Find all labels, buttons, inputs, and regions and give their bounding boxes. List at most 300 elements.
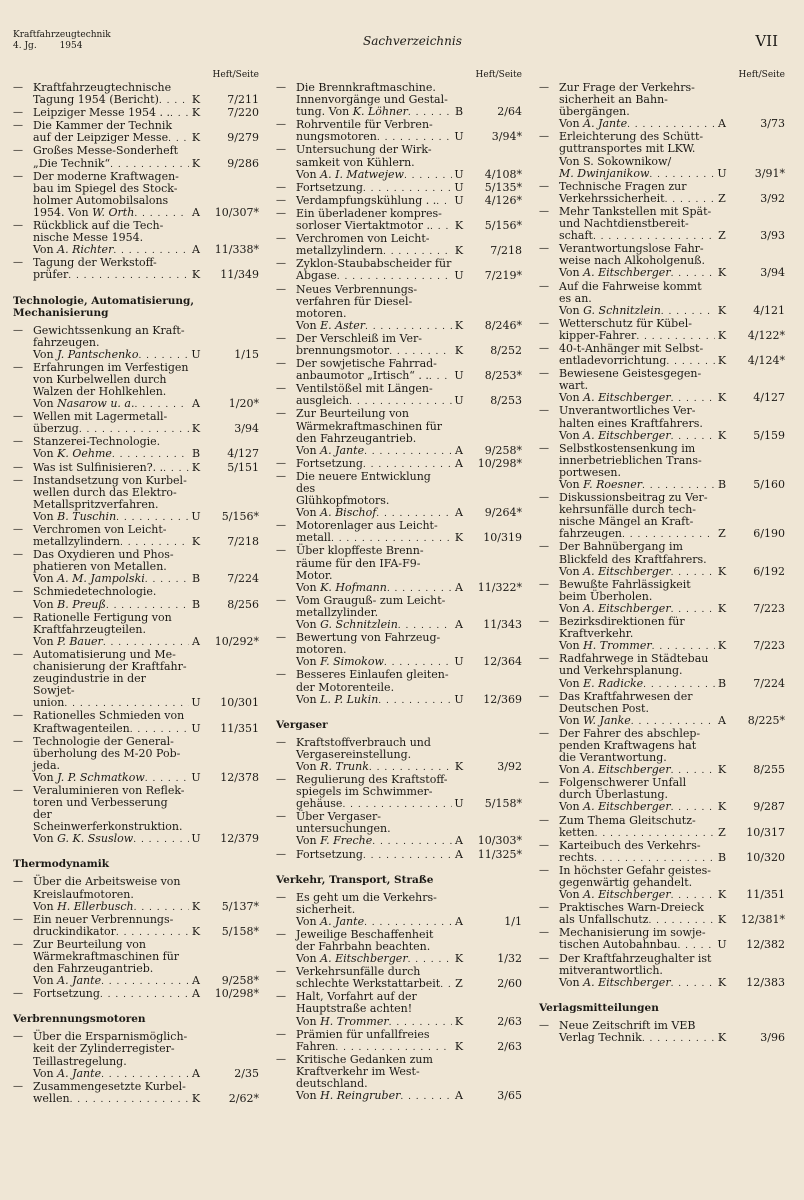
entry-issue-page: 11/343 (483, 618, 522, 632)
entry-title-text: Von (296, 618, 317, 632)
entry-title-end (559, 230, 593, 242)
index-entry (276, 208, 522, 233)
entry-last-line (33, 1093, 259, 1106)
entry-title-line: Kraftverkehr im West- (296, 1064, 420, 1078)
entry-title-line: guttransportes mit LKW. (559, 142, 696, 156)
entry-issue-page: 3/92 (497, 759, 522, 773)
entry-title-line: es an. (559, 291, 592, 305)
entry-type-code: A (192, 205, 200, 219)
entry-title-line: — Die neuere Entwicklung des (296, 469, 431, 495)
entry-issue-page: 11/349 (220, 268, 259, 282)
entry-last-line (559, 852, 785, 865)
entry-title-line: — Rationelle Fertigung von (33, 610, 172, 624)
entry-title-line: — Erfahrungen im Verfestigen (33, 360, 189, 374)
entry-title-text: Von (559, 800, 580, 814)
entry-title-line: Scheinwerferkonstruktion. (33, 820, 183, 834)
leader-dots (671, 978, 715, 990)
entry-issue-page: 7/218 (227, 535, 259, 549)
entry-type-code: K (717, 328, 727, 342)
entry-last-line (296, 761, 522, 774)
entry-title-line: chanisierung der Kraftfahr- (33, 660, 187, 674)
entry-type-code: U (454, 193, 464, 207)
entry-last-line (33, 1068, 259, 1081)
index-entry (13, 785, 259, 846)
entry-title-text: auf der Leipziger Messe (33, 131, 169, 145)
entry-title-end (296, 1090, 400, 1102)
index-entry (276, 408, 522, 457)
entry-title-line: sicherheit. (296, 902, 356, 916)
leader-dots (404, 170, 452, 182)
index-entry (13, 1031, 259, 1080)
entry-type-code: K (454, 531, 464, 545)
entry-title-line: weise nach Alkoholgenuß. (559, 254, 706, 268)
entry-issue-page: 9/258* (484, 443, 522, 457)
journal-volume: 4. Jg. (13, 41, 37, 51)
index-entry (276, 595, 522, 632)
entry-type-code: U (191, 509, 201, 523)
entry-issue-page: 7/223 (753, 601, 785, 615)
entry-title-line: nische Messe 1954. (33, 231, 144, 245)
entry-issue-page: 11/351 (220, 721, 259, 735)
index-entry (539, 902, 785, 927)
entry-last-line (33, 723, 259, 736)
entry-type-code: U (454, 167, 464, 181)
leader-dots (337, 271, 452, 283)
journal-info (13, 30, 111, 52)
leader-dots (595, 828, 715, 840)
entry-title-line: — Halt, Vorfahrt auf der (296, 990, 417, 1004)
entry-title-end (559, 977, 671, 989)
entry-type-code: U (454, 655, 464, 669)
index-entry (539, 82, 785, 131)
entry-type-code: K (191, 535, 201, 549)
entry-title-end (33, 697, 64, 709)
entry-title-line: — Motorenlager aus Leicht- (296, 519, 438, 533)
index-entry (539, 579, 785, 616)
entry-issue-page: 4/127 (227, 447, 259, 461)
entry-issue-page: 4/122* (747, 328, 785, 342)
entry-type-code: K (191, 268, 201, 282)
entry-issue-page: 4/126* (484, 193, 522, 207)
entry-title-end (296, 694, 378, 706)
entry-issue-page: 5/135* (484, 180, 522, 194)
entry-title-end (33, 901, 134, 913)
entry-title-line: zeugindustrie in der Sowjet- (33, 672, 146, 698)
entry-author: H. Trommer (320, 1014, 389, 1028)
entry-title-line: Kraftfahrzeugteilen. (33, 622, 146, 636)
entry-title-line: mitverantwortlich. (559, 963, 663, 977)
entry-title-text: Von (296, 1089, 317, 1103)
entry-type-code: A (192, 397, 200, 411)
entry-title-line: — Zusammengesetzte Kurbel- (33, 1079, 186, 1093)
entry-issue-page: 11/322* (477, 580, 522, 594)
entry-title-end (33, 1093, 70, 1105)
entry-author: M. Dwinjanikow (559, 166, 650, 180)
entry-type-code: U (454, 369, 464, 383)
entry-title-text: Von (33, 347, 54, 361)
entry-issue-page: 8/256 (227, 597, 259, 611)
entry-title-text: ketten (559, 825, 595, 839)
entry-title-end (559, 827, 595, 839)
entry-title-end (296, 220, 430, 232)
entry-title-line: — Kraftstoffverbrauch und (296, 735, 431, 749)
entry-title-text: Von (33, 832, 54, 846)
entry-title-line: penden Kraftwagens hat (559, 738, 697, 752)
entry-type-code: K (191, 899, 201, 913)
entry-title-end (33, 536, 120, 548)
entry-title-text: tung. Von (296, 105, 350, 119)
entry-title-end (33, 349, 138, 361)
entry-issue-page: 3/93 (760, 229, 785, 243)
entry-title-line: — Großes Messe-Sonderheft (33, 144, 179, 158)
index-entry (276, 545, 522, 594)
entry-title-text: druckindikator (33, 924, 116, 938)
entry-title-line: — Bezirksdirektionen für (559, 615, 685, 629)
entry-last-line (296, 195, 522, 208)
entry-title-end (559, 118, 627, 130)
entry-last-line (33, 636, 259, 649)
entry-title-line: wart. (559, 379, 589, 393)
entry-title-end (296, 345, 389, 357)
entry-title-text: als Unfallschutz (559, 913, 649, 927)
leader-dots (671, 802, 715, 814)
index-entry (276, 811, 522, 848)
entry-type-code: K (191, 924, 201, 938)
entry-type-code: A (192, 634, 200, 648)
leader-dots (430, 221, 452, 233)
entry-issue-page: 5/158* (221, 924, 259, 938)
entry-title-line: — Kritische Gedanken zum (296, 1052, 433, 1066)
index-entry (276, 258, 522, 283)
index-entry (13, 524, 259, 549)
entry-type-code: A (455, 618, 463, 632)
entry-title-line: — Stanzerei-Technologie. (33, 435, 161, 449)
entry-title-end (33, 511, 116, 523)
entry-title-end (559, 355, 666, 367)
entry-issue-page: 10/298* (477, 456, 522, 470)
entry-type-code: K (454, 952, 464, 966)
entry-title-line: — Der sowjetische Fahrrad- (296, 357, 437, 371)
entry-issue-page: 8/255 (753, 763, 785, 777)
entry-title-text: Von (33, 634, 54, 648)
index-entry (13, 988, 259, 1001)
entry-title-line: innerbetrieblichen Trans- (559, 453, 702, 467)
index-entry (276, 774, 522, 811)
entry-last-line (33, 599, 259, 612)
entry-title-end (559, 479, 642, 491)
entry-title-line: Kraftverkehr. (559, 627, 634, 641)
entry-issue-page: 5/137* (221, 899, 259, 913)
entry-title-text: Tagung 1954 (Bericht) (33, 93, 159, 107)
entry-author: A. M. Jampolski (57, 572, 145, 586)
entry-title-line: Von S. Sokownikow/ (559, 154, 672, 168)
entry-author: A. Eitschberger (583, 428, 671, 442)
entry-author: J. Pantschenko (57, 347, 139, 361)
entry-title-text: Von (33, 974, 54, 988)
entry-title-text: tischen Autobahnbau (559, 938, 678, 952)
leader-dots (130, 724, 189, 736)
entry-type-code: U (717, 938, 727, 952)
entry-title-line: — Bewußte Fahrlässigkeit (559, 577, 691, 591)
leader-dots (642, 1033, 715, 1045)
entry-type-code: A (455, 580, 463, 594)
entry-author: J. P. Schmatkow (57, 770, 145, 784)
entry-title-line: — Zum Thema Gleitschutz- (559, 813, 696, 827)
entry-title-end (33, 207, 134, 219)
entry-title-line: — Instandsetzung von Kurbel- (33, 473, 187, 487)
entry-title-line: übergängen. (559, 105, 630, 119)
journal-title: Kraftfahrzeugtechnik (13, 30, 111, 40)
entry-issue-page: 12/369 (483, 692, 522, 706)
entry-type-code: K (717, 564, 727, 578)
index-entry (539, 815, 785, 840)
entry-title-line: Teillastregelung. (33, 1054, 127, 1068)
entry-title-line: — Rohrventile für Verbren- (296, 118, 433, 132)
entry-title-text: ausgleich (296, 394, 350, 408)
index-entry (13, 939, 259, 988)
entry-title-end (33, 599, 106, 611)
entry-type-code: B (191, 447, 201, 461)
entry-title-line: Kreislaufmotoren. (33, 887, 134, 901)
entry-author: Nasarow u. a. (57, 397, 135, 411)
index-entry (276, 1029, 522, 1054)
entry-title-line: verfahren für Diesel- (296, 294, 413, 308)
entry-issue-page: 12/379 (220, 832, 259, 846)
entry-title-text: Von (33, 397, 54, 411)
entry-title-end (33, 158, 110, 170)
entry-title-line: sicherheit an Bahn- (559, 93, 668, 107)
index-entry (13, 257, 259, 282)
entry-title-text: metallzylindern (296, 244, 383, 258)
index-entry (539, 181, 785, 206)
entry-title-line: kehrsunfälle durch tech- (559, 503, 697, 517)
entry-title-end (296, 169, 404, 181)
entry-title-end (296, 445, 364, 457)
entry-title-line: der Motorenteile. (296, 680, 395, 694)
entry-issue-page: 7/223 (753, 639, 785, 653)
entry-title-end (33, 926, 116, 938)
entry-type-code: K (717, 601, 727, 615)
entry-title-text: entladevorrichtung (559, 354, 667, 368)
entry-title-line: — Das Oxydieren und Phos- (33, 548, 174, 562)
section-heading: Technologie, Automatisierung, Mechanisierung (13, 294, 195, 319)
entry-issue-page: 5/151 (227, 460, 259, 474)
entry-title-line: wellen durch das Elektro- (33, 485, 177, 499)
entry-issue-page: 2/64 (497, 105, 522, 119)
entry-title-text: „Die Technik“ (33, 156, 111, 170)
section-heading: Vergaser (276, 718, 328, 731)
entry-title-line: deutschland. (296, 1077, 368, 1091)
entry-title-text: Von (559, 117, 580, 131)
index-entry (276, 1054, 522, 1103)
entry-title-line: — Über die Arbeitsweise von (33, 875, 181, 889)
entry-title-text: Von (559, 763, 580, 777)
entry-title-line: — Selbstkostensenkung im (559, 441, 696, 455)
entry-title-text: Von (33, 770, 54, 784)
entry-author: A. Jante (320, 443, 365, 457)
index-columns (13, 70, 784, 1106)
entry-type-code: U (454, 797, 464, 811)
index-entry (539, 953, 785, 990)
entry-title-text: anbaumotor „Irtisch“ . . (296, 369, 429, 383)
entry-issue-page: 8/246* (484, 318, 522, 332)
entry-title-text: Kraftwagenteilen (33, 721, 130, 735)
entry-type-code: K (717, 391, 727, 405)
entry-title-line: — Diskussionsbeitrag zu Ver- (559, 491, 708, 505)
entry-title-text: Von (296, 318, 317, 332)
entry-title-text: Von (559, 266, 580, 280)
entry-issue-page: 3/96 (760, 1030, 785, 1044)
entry-title-end (296, 1016, 389, 1028)
entry-title-line: — Tagung der Werkstoff- (33, 256, 157, 270)
entry-issue-page: 2/35 (234, 1066, 259, 1080)
entry-type-code: K (454, 1014, 464, 1028)
entry-title-line: — Die Kammer der Technik (33, 119, 173, 133)
entry-author: P. Bauer (57, 634, 103, 648)
entry-title-end (559, 330, 636, 342)
index-entry (276, 966, 522, 991)
leader-dots (661, 306, 715, 318)
entry-title-line: fahrzeugen. (33, 335, 100, 349)
entry-title-text: Von (559, 601, 580, 615)
entry-issue-page: 1/20* (228, 397, 259, 411)
entry-type-code: A (192, 243, 200, 257)
entry-title-end (33, 636, 103, 648)
column-header: Heft/Seite (475, 70, 522, 80)
page-number: VII (755, 32, 778, 50)
entry-author: G. Schnitzlein (320, 618, 398, 632)
entry-type-code: K (717, 303, 727, 317)
index-entry (276, 144, 522, 181)
index-entry (13, 462, 259, 475)
index-entry (276, 284, 522, 333)
index-entry (13, 120, 259, 145)
entry-title-end (559, 528, 622, 540)
entry-title-text: Leipziger Messe 1954 . . (33, 106, 171, 120)
entry-title-text: Fortsetzung (296, 456, 363, 470)
entry-issue-page: 12/382 (746, 938, 785, 952)
entry-title-text: Von (296, 655, 317, 669)
index-entry (13, 475, 259, 524)
entry-issue-page: 3/65 (497, 1089, 522, 1103)
entry-last-line (296, 270, 522, 283)
index-entry (13, 586, 259, 611)
leader-dots (101, 1069, 189, 1081)
entry-title-text: Von (33, 447, 54, 461)
entry-title-line: Motor. (296, 568, 333, 582)
entry-title-end (559, 640, 652, 652)
entry-title-end (296, 131, 377, 143)
entry-type-code: K (717, 975, 727, 989)
entry-title-end (296, 195, 436, 207)
entry-last-line (296, 1041, 522, 1054)
entry-title-line: — Auf die Fahrweise kommt (559, 279, 702, 293)
entry-title-end (296, 106, 408, 118)
entry-issue-page: 7/218 (490, 244, 522, 258)
entry-issue-page: 4/108* (484, 167, 522, 181)
entry-issue-page: 12/383 (746, 975, 785, 989)
entry-title-line: — Schmiedetechnologie. (33, 585, 157, 599)
entry-type-code: K (454, 244, 464, 258)
entry-title-end (296, 270, 337, 282)
entry-title-text: Von (559, 428, 580, 442)
entry-author: A. Eitschberger (583, 763, 671, 777)
entry-author: B. Tuschin (57, 509, 117, 523)
entry-author: E. Radicke (583, 676, 644, 690)
entry-title-line: — Erleichterung des Schütt- (559, 130, 704, 144)
entry-issue-page: 10/307* (214, 205, 259, 219)
entry-issue-page: 4/127 (753, 391, 785, 405)
entry-issue-page: 5/158* (484, 797, 522, 811)
entry-last-line (33, 901, 259, 914)
entry-title-end (296, 370, 429, 382)
entry-type-code: K (191, 131, 201, 145)
entry-last-line (559, 330, 785, 343)
entry-issue-page: 1/1 (504, 914, 522, 928)
entry-type-code: A (455, 847, 463, 861)
entry-title-end (296, 1041, 335, 1053)
entry-title-line: Innenvorgänge und Gestal- (296, 93, 448, 107)
entry-title-text: Von (296, 580, 317, 594)
entry-author: L. P. Lukin (320, 692, 379, 706)
index-entry (539, 368, 785, 405)
entry-title-end (559, 764, 671, 776)
index-entry (539, 243, 785, 280)
entry-title-line: holmer Automobilsalons (33, 193, 169, 207)
entry-type-code: U (191, 770, 201, 784)
entry-issue-page: 8/252 (490, 343, 522, 357)
entry-issue-page: 3/91* (754, 166, 785, 180)
entry-title-line: — Rationelles Schmieden von (33, 709, 185, 723)
entry-title-line: Glühkopfmotors. (296, 494, 390, 508)
index-entry (539, 405, 785, 442)
entry-title-line: — Verantwortungslose Fahr- (559, 242, 704, 256)
entry-issue-page: 4/124* (747, 354, 785, 368)
entry-author: A. Jante (57, 1066, 102, 1080)
entry-title-end (296, 619, 398, 631)
entry-author: F. Roesner (583, 478, 642, 491)
index-entry (13, 436, 259, 461)
entry-author: K. Hofmann (320, 580, 387, 594)
index-entry (276, 383, 522, 408)
column-header: Heft/Seite (212, 70, 259, 80)
index-entry (539, 492, 785, 541)
leader-dots (106, 600, 189, 612)
entry-last-line (296, 458, 522, 471)
entry-issue-page: 10/292* (214, 634, 259, 648)
entry-title-text: Verkehrssicherheit (559, 191, 665, 205)
entry-title-text: Von (296, 506, 317, 520)
entry-title-text: fahrzeugen (559, 527, 622, 541)
entry-title-text: Fortsetzung (296, 847, 363, 861)
entry-type-code: B (191, 597, 201, 611)
entry-issue-page: 5/159 (753, 428, 785, 442)
entry-title-text: Von (296, 443, 317, 457)
entry-last-line (33, 772, 259, 785)
entry-title-line: — In höchster Gefahr geistes- (559, 863, 711, 877)
entry-title-end (296, 798, 342, 810)
entry-type-code: A (192, 987, 200, 1001)
entry-title-text: Von (33, 243, 54, 257)
entry-title-text: Abgase (296, 269, 337, 283)
entry-author: K. Oehme (57, 447, 112, 461)
entry-title-line: die Verantwortung. (559, 751, 667, 765)
entry-issue-page: 12/381* (740, 913, 785, 927)
index-entry (276, 471, 522, 520)
entry-title-line: — Zur Frage der Verkehrs- (559, 81, 695, 94)
entry-type-code: B (454, 105, 464, 119)
index-entry (276, 520, 522, 545)
